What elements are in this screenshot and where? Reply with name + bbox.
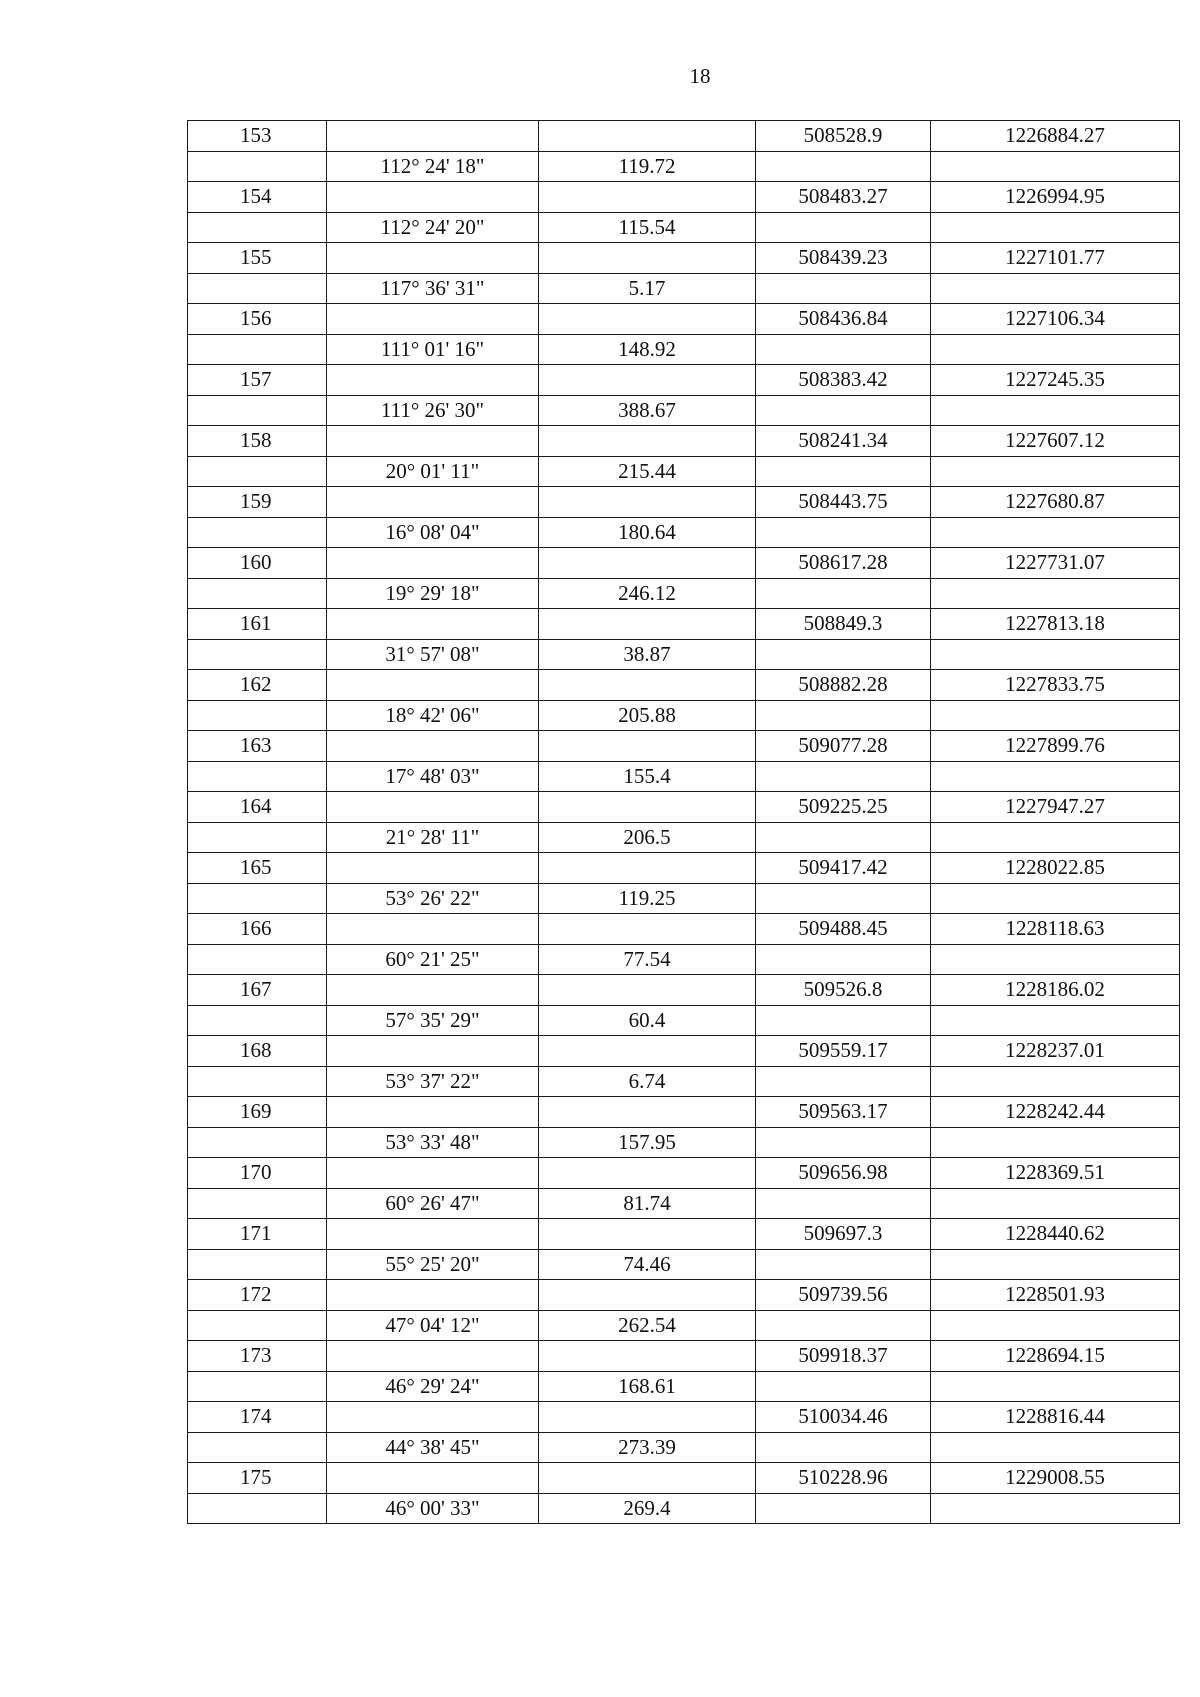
traverse-leg-row (188, 456, 1180, 487)
northing-cell (756, 517, 931, 548)
station-row (188, 975, 1180, 1006)
distance-cell (539, 975, 756, 1006)
bearing-cell (327, 853, 539, 884)
station-row (188, 365, 1180, 396)
northing-cell: 508443.75 (756, 487, 931, 518)
station-row (188, 670, 1180, 701)
northing-cell: 508882.28 (756, 670, 931, 701)
northing-cell (756, 639, 931, 670)
distance-cell: 273.39 (539, 1432, 756, 1463)
northing-cell: 508483.27 (756, 182, 931, 213)
station-row (188, 1280, 1180, 1311)
northing-cell (756, 1005, 931, 1036)
traverse-leg-row (188, 1127, 1180, 1158)
station-number-cell: 165 (188, 853, 327, 884)
distance-cell: 388.67 (539, 395, 756, 426)
station-number-cell: 154 (188, 182, 327, 213)
station-number-cell (188, 1005, 327, 1036)
bearing-cell (327, 975, 539, 1006)
easting-cell: 1227731.07 (931, 548, 1180, 579)
distance-cell: 60.4 (539, 1005, 756, 1036)
station-number-cell: 174 (188, 1402, 327, 1433)
station-number-cell: 170 (188, 1158, 327, 1189)
distance-cell (539, 1402, 756, 1433)
easting-cell: 1227899.76 (931, 731, 1180, 762)
station-number-cell (188, 700, 327, 731)
survey-coordinates-table (187, 120, 1180, 1524)
northing-cell (756, 944, 931, 975)
bearing-cell (327, 1463, 539, 1494)
bearing-cell: 19° 29' 18" (327, 578, 539, 609)
distance-cell: 38.87 (539, 639, 756, 670)
distance-cell (539, 914, 756, 945)
northing-cell: 509697.3 (756, 1219, 931, 1250)
easting-cell: 1228501.93 (931, 1280, 1180, 1311)
bearing-cell: 53° 33' 48" (327, 1127, 539, 1158)
bearing-cell (327, 1280, 539, 1311)
northing-cell: 509918.37 (756, 1341, 931, 1372)
distance-cell: 157.95 (539, 1127, 756, 1158)
traverse-leg-row (188, 639, 1180, 670)
distance-cell (539, 670, 756, 701)
easting-cell (931, 1066, 1180, 1097)
easting-cell: 1228237.01 (931, 1036, 1180, 1067)
easting-cell: 1228694.15 (931, 1341, 1180, 1372)
distance-cell: 119.25 (539, 883, 756, 914)
station-number-cell: 169 (188, 1097, 327, 1128)
bearing-cell: 16° 08' 04" (327, 517, 539, 548)
station-number-cell: 166 (188, 914, 327, 945)
distance-cell (539, 365, 756, 396)
distance-cell (539, 1463, 756, 1494)
bearing-cell: 57° 35' 29" (327, 1005, 539, 1036)
traverse-leg-row (188, 1371, 1180, 1402)
easting-cell: 1227607.12 (931, 426, 1180, 457)
northing-cell (756, 456, 931, 487)
northing-cell (756, 1493, 931, 1524)
distance-cell (539, 548, 756, 579)
northing-cell: 508383.42 (756, 365, 931, 396)
easting-cell (931, 273, 1180, 304)
distance-cell: 168.61 (539, 1371, 756, 1402)
easting-cell: 1228186.02 (931, 975, 1180, 1006)
bearing-cell (327, 609, 539, 640)
bearing-cell: 60° 26' 47" (327, 1188, 539, 1219)
distance-cell (539, 1219, 756, 1250)
distance-cell: 215.44 (539, 456, 756, 487)
bearing-cell: 53° 37' 22" (327, 1066, 539, 1097)
easting-cell: 1227947.27 (931, 792, 1180, 823)
northing-cell: 508436.84 (756, 304, 931, 335)
station-number-cell: 158 (188, 426, 327, 457)
bearing-cell: 18° 42' 06" (327, 700, 539, 731)
northing-cell (756, 1371, 931, 1402)
station-number-cell: 155 (188, 243, 327, 274)
easting-cell: 1228242.44 (931, 1097, 1180, 1128)
distance-cell: 206.5 (539, 822, 756, 853)
northing-cell (756, 578, 931, 609)
bearing-cell (327, 121, 539, 152)
station-number-cell (188, 944, 327, 975)
station-number-cell (188, 761, 327, 792)
traverse-leg-row (188, 700, 1180, 731)
station-row (188, 1036, 1180, 1067)
easting-cell (931, 1005, 1180, 1036)
bearing-cell (327, 182, 539, 213)
northing-cell: 508617.28 (756, 548, 931, 579)
easting-cell: 1226994.95 (931, 182, 1180, 213)
station-number-cell (188, 1310, 327, 1341)
easting-cell: 1228118.63 (931, 914, 1180, 945)
northing-cell (756, 1066, 931, 1097)
easting-cell (931, 883, 1180, 914)
station-number-cell: 172 (188, 1280, 327, 1311)
station-number-cell: 159 (188, 487, 327, 518)
northing-cell (756, 151, 931, 182)
bearing-cell (327, 914, 539, 945)
bearing-cell: 55° 25' 20" (327, 1249, 539, 1280)
easting-cell (931, 944, 1180, 975)
station-row (188, 1158, 1180, 1189)
northing-cell (756, 395, 931, 426)
distance-cell: 6.74 (539, 1066, 756, 1097)
bearing-cell (327, 1158, 539, 1189)
northing-cell (756, 1249, 931, 1280)
traverse-leg-row (188, 1432, 1180, 1463)
station-number-cell (188, 273, 327, 304)
station-number-cell (188, 1493, 327, 1524)
bearing-cell (327, 1036, 539, 1067)
easting-cell: 1227680.87 (931, 487, 1180, 518)
bearing-cell (327, 731, 539, 762)
station-number-cell (188, 578, 327, 609)
station-row (188, 792, 1180, 823)
station-number-cell (188, 822, 327, 853)
bearing-cell (327, 304, 539, 335)
bearing-cell (327, 487, 539, 518)
northing-cell (756, 1310, 931, 1341)
bearing-cell: 44° 38' 45" (327, 1432, 539, 1463)
distance-cell (539, 1097, 756, 1128)
northing-cell: 508241.34 (756, 426, 931, 457)
easting-cell (931, 456, 1180, 487)
traverse-leg-row (188, 273, 1180, 304)
distance-cell: 269.4 (539, 1493, 756, 1524)
traverse-leg-row (188, 578, 1180, 609)
station-number-cell (188, 1371, 327, 1402)
station-number-cell (188, 456, 327, 487)
traverse-leg-row (188, 761, 1180, 792)
station-number-cell (188, 1127, 327, 1158)
bearing-cell (327, 1219, 539, 1250)
distance-cell (539, 304, 756, 335)
station-row (188, 609, 1180, 640)
station-number-cell: 167 (188, 975, 327, 1006)
northing-cell: 509739.56 (756, 1280, 931, 1311)
northing-cell (756, 212, 931, 243)
northing-cell (756, 822, 931, 853)
easting-cell (931, 1310, 1180, 1341)
station-number-cell: 163 (188, 731, 327, 762)
station-number-cell: 161 (188, 609, 327, 640)
easting-cell (931, 578, 1180, 609)
northing-cell: 509077.28 (756, 731, 931, 762)
station-number-cell: 162 (188, 670, 327, 701)
easting-cell: 1228816.44 (931, 1402, 1180, 1433)
easting-cell (931, 822, 1180, 853)
station-row (188, 548, 1180, 579)
northing-cell: 509526.8 (756, 975, 931, 1006)
bearing-cell (327, 1341, 539, 1372)
easting-cell: 1228369.51 (931, 1158, 1180, 1189)
station-row (188, 853, 1180, 884)
traverse-leg-row (188, 1493, 1180, 1524)
distance-cell (539, 1341, 756, 1372)
distance-cell: 5.17 (539, 273, 756, 304)
northing-cell (756, 273, 931, 304)
station-number-cell (188, 334, 327, 365)
bearing-cell (327, 1097, 539, 1128)
bearing-cell (327, 426, 539, 457)
distance-cell: 155.4 (539, 761, 756, 792)
easting-cell (931, 1493, 1180, 1524)
distance-cell: 115.54 (539, 212, 756, 243)
easting-cell (931, 1371, 1180, 1402)
distance-cell (539, 792, 756, 823)
station-number-cell: 160 (188, 548, 327, 579)
station-number-cell (188, 517, 327, 548)
easting-cell (931, 1188, 1180, 1219)
bearing-cell: 111° 01' 16" (327, 334, 539, 365)
traverse-leg-row (188, 1005, 1180, 1036)
traverse-leg-row (188, 334, 1180, 365)
northing-cell (756, 700, 931, 731)
station-number-cell (188, 639, 327, 670)
distance-cell: 77.54 (539, 944, 756, 975)
station-row (188, 1402, 1180, 1433)
station-row (188, 1219, 1180, 1250)
station-number-cell: 153 (188, 121, 327, 152)
traverse-leg-row (188, 517, 1180, 548)
northing-cell (756, 1432, 931, 1463)
bearing-cell (327, 1402, 539, 1433)
traverse-leg-row (188, 944, 1180, 975)
easting-cell: 1228022.85 (931, 853, 1180, 884)
northing-cell (756, 334, 931, 365)
easting-cell (931, 639, 1180, 670)
bearing-cell: 60° 21' 25" (327, 944, 539, 975)
distance-cell: 81.74 (539, 1188, 756, 1219)
distance-cell (539, 121, 756, 152)
bearing-cell: 46° 29' 24" (327, 1371, 539, 1402)
station-row (188, 304, 1180, 335)
station-row (188, 731, 1180, 762)
station-number-cell (188, 395, 327, 426)
distance-cell: 246.12 (539, 578, 756, 609)
station-number-cell: 164 (188, 792, 327, 823)
station-number-cell (188, 1249, 327, 1280)
easting-cell: 1228440.62 (931, 1219, 1180, 1250)
bearing-cell: 31° 57' 08" (327, 639, 539, 670)
easting-cell (931, 1432, 1180, 1463)
traverse-leg-row (188, 151, 1180, 182)
northing-cell: 509559.17 (756, 1036, 931, 1067)
station-row (188, 243, 1180, 274)
easting-cell: 1227813.18 (931, 609, 1180, 640)
distance-cell (539, 487, 756, 518)
easting-cell (931, 517, 1180, 548)
distance-cell: 148.92 (539, 334, 756, 365)
station-row (188, 914, 1180, 945)
bearing-cell: 53° 26' 22" (327, 883, 539, 914)
distance-cell: 74.46 (539, 1249, 756, 1280)
station-row (188, 1463, 1180, 1494)
station-number-cell: 171 (188, 1219, 327, 1250)
northing-cell (756, 761, 931, 792)
northing-cell (756, 1127, 931, 1158)
northing-cell (756, 883, 931, 914)
easting-cell: 1227833.75 (931, 670, 1180, 701)
station-number-cell: 157 (188, 365, 327, 396)
easting-cell (931, 1249, 1180, 1280)
bearing-cell (327, 548, 539, 579)
distance-cell (539, 182, 756, 213)
easting-cell (931, 212, 1180, 243)
bearing-cell (327, 792, 539, 823)
distance-cell (539, 853, 756, 884)
easting-cell (931, 334, 1180, 365)
traverse-leg-row (188, 212, 1180, 243)
traverse-leg-row (188, 1249, 1180, 1280)
distance-cell (539, 243, 756, 274)
station-number-cell: 175 (188, 1463, 327, 1494)
bearing-cell (327, 365, 539, 396)
easting-cell: 1227245.35 (931, 365, 1180, 396)
easting-cell: 1229008.55 (931, 1463, 1180, 1494)
northing-cell: 509417.42 (756, 853, 931, 884)
bearing-cell: 17° 48' 03" (327, 761, 539, 792)
distance-cell (539, 731, 756, 762)
station-number-cell (188, 883, 327, 914)
traverse-leg-row (188, 1188, 1180, 1219)
station-row (188, 487, 1180, 518)
bearing-cell: 112° 24' 20" (327, 212, 539, 243)
traverse-leg-row (188, 1066, 1180, 1097)
distance-cell (539, 1158, 756, 1189)
distance-cell (539, 426, 756, 457)
northing-cell: 508528.9 (756, 121, 931, 152)
traverse-leg-row (188, 1310, 1180, 1341)
station-number-cell (188, 1188, 327, 1219)
bearing-cell: 112° 24' 18" (327, 151, 539, 182)
distance-cell: 180.64 (539, 517, 756, 548)
northing-cell: 509563.17 (756, 1097, 931, 1128)
northing-cell: 509225.25 (756, 792, 931, 823)
easting-cell (931, 700, 1180, 731)
northing-cell: 508439.23 (756, 243, 931, 274)
page-number: 18 (689, 64, 711, 88)
traverse-leg-row (188, 883, 1180, 914)
northing-cell: 510228.96 (756, 1463, 931, 1494)
station-number-cell (188, 151, 327, 182)
easting-cell: 1226884.27 (931, 121, 1180, 152)
traverse-leg-row (188, 395, 1180, 426)
bearing-cell: 46° 00' 33" (327, 1493, 539, 1524)
bearing-cell: 117° 36' 31" (327, 273, 539, 304)
bearing-cell: 47° 04' 12" (327, 1310, 539, 1341)
bearing-cell (327, 243, 539, 274)
station-number-cell (188, 1066, 327, 1097)
distance-cell: 119.72 (539, 151, 756, 182)
easting-cell (931, 395, 1180, 426)
station-row (188, 182, 1180, 213)
bearing-cell: 20° 01' 11" (327, 456, 539, 487)
station-number-cell: 173 (188, 1341, 327, 1372)
northing-cell: 510034.46 (756, 1402, 931, 1433)
northing-cell: 509656.98 (756, 1158, 931, 1189)
station-row (188, 426, 1180, 457)
northing-cell (756, 1188, 931, 1219)
station-number-cell: 156 (188, 304, 327, 335)
bearing-cell: 111° 26' 30" (327, 395, 539, 426)
station-number-cell: 168 (188, 1036, 327, 1067)
easting-cell: 1227106.34 (931, 304, 1180, 335)
station-row (188, 1341, 1180, 1372)
station-row (188, 1097, 1180, 1128)
station-number-cell (188, 212, 327, 243)
easting-cell (931, 1127, 1180, 1158)
distance-cell: 262.54 (539, 1310, 756, 1341)
easting-cell (931, 761, 1180, 792)
distance-cell (539, 1280, 756, 1311)
northing-cell: 508849.3 (756, 609, 931, 640)
survey-table-body (188, 121, 1180, 1524)
distance-cell (539, 1036, 756, 1067)
traverse-leg-row (188, 822, 1180, 853)
northing-cell: 509488.45 (756, 914, 931, 945)
station-number-cell (188, 1432, 327, 1463)
distance-cell (539, 609, 756, 640)
distance-cell: 205.88 (539, 700, 756, 731)
easting-cell: 1227101.77 (931, 243, 1180, 274)
station-row (188, 121, 1180, 152)
easting-cell (931, 151, 1180, 182)
bearing-cell (327, 670, 539, 701)
bearing-cell: 21° 28' 11" (327, 822, 539, 853)
